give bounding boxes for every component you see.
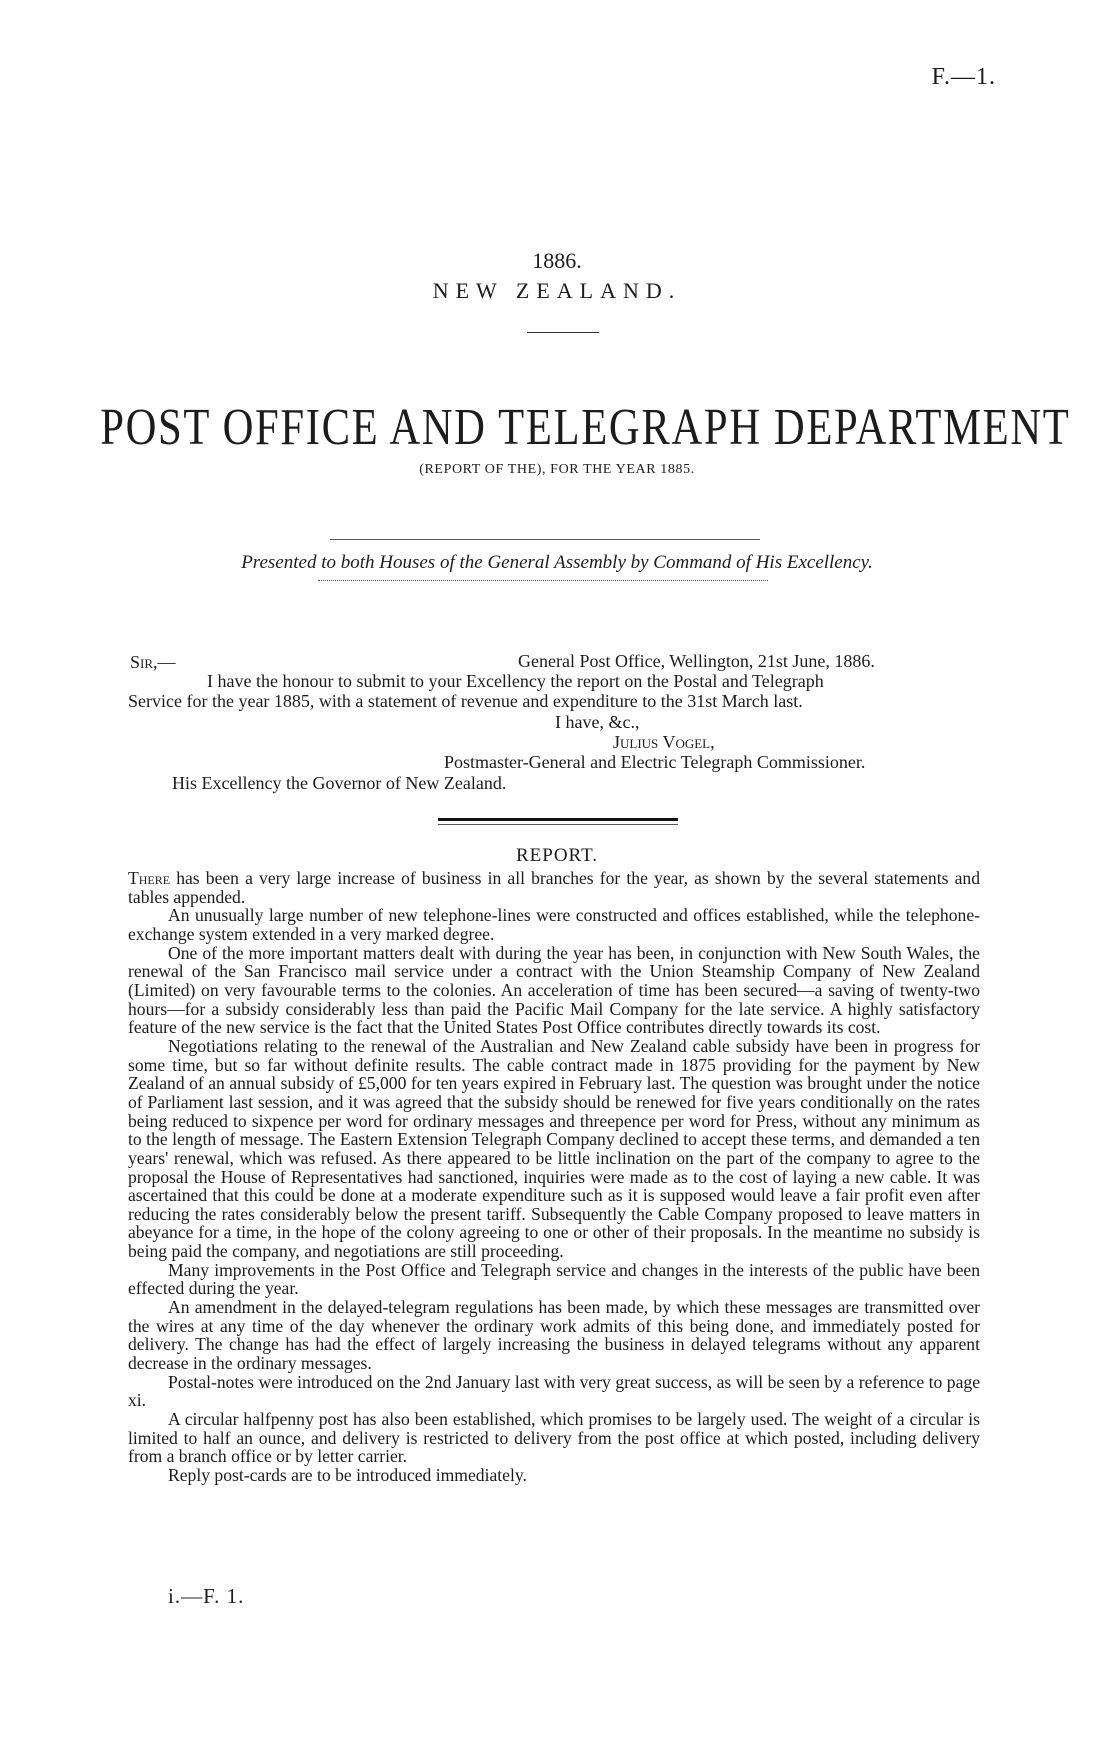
year-heading: 1886. (532, 248, 582, 273)
report-paragraph: Postal-notes were introduced on the 2nd January last with very great success, as will be seen by a reference to page xi. (128, 1371, 980, 1411)
divider-thick-underline (438, 824, 678, 825)
report-paragraph: Negotiations relating to the renewal of the Australian and New Zealand cable subsidy have been in progress for some time, but so far without definite results. The cable contract made in 1875 providing for the payment by New Zealand of an annual subsidy of £5,000 for ten years expired in February last. The question was brought under the notice of Parliament last session, and it was agreed that the subsidy should be renewed for five years conditionally on the rates being reduced to sixpence per word for ordinary messages and threepence per word for Press, without any minimum as to the length of message. The Eastern Extension Telegraph Company declined to accept these terms, and demanded a ten years' renewal, which was refused. As there appeared to be little inclination on the part of the company to agree to the proposal the House of Representatives had sanctioned, inquiries were made as to the cost of laying a new cable. It was ascertained that this could be done at a moderate expenditure such as it is supposed would leave a fair profit even after reducing the rates considerably below the present tariff. Subsequently the Cable Company proposed to leave matters in abeyance for a time, in the hope of the colony agreeing to one or other of their proposals. In the meantime no subsidy is being paid the company, and negotiations are still proceeding. (128, 1035, 980, 1262)
divider-short (527, 332, 599, 333)
letter-addressee: His Excellency the Governor of New Zealand. (172, 773, 507, 793)
letter-body-line-2: Service for the year 1885, with a statement of revenue and expenditure to the 31st March last. (128, 691, 803, 711)
report-paragraph (128, 869, 980, 906)
letter-address-date: General Post Office, Wellington, 21st June, 1886. (518, 651, 875, 671)
letter-body-line-1: I have the honour to submit to your Excellency the report on the Postal and Telegraph (207, 671, 824, 691)
letter-signature-title: Postmaster-General and Electric Telegraph Commissioner. (444, 752, 866, 772)
report-paragraph: Reply post-cards are to be introduced immediately. (168, 1465, 527, 1485)
divider-top-presented (330, 539, 760, 540)
report-paragraph: An unusually large number of new telephone-lines were constructed and offices established, while the telephone-exchange system extended in a very marked degree. (128, 905, 980, 944)
report-paragraph: One of the more important matters dealt with during the year has been, in conjunction with New South Wales, the renewal of the San Francisco mail service under a contract with the Union Steamship Company of New Zealand (Limited) on very favourable terms to the colonies. An acceleration of time has been secured—a saving of twenty-two hours—for a subsidy considerably less than paid the Pacific Mail Company for the late service. A highly satisfactory feature of the new service is the fact that the United States Post Office contributes directly towards its cost. (128, 942, 980, 1038)
report-paragraph: An amendment in the delayed-telegram regulations has been made, by which these messages are transmitted over the wires at any time of the day whenever the ordinary work admits of this being done, and immediately posted for delivery. The change has had the effect of largely increasing the business in delayed telegrams without any apparent decrease in the ordinary messages. (128, 1297, 980, 1374)
letter-salutation: Sir,— (130, 652, 176, 672)
page-reference: i.—F. 1. (168, 1584, 245, 1608)
letter-signature: Julius Vogel, (613, 732, 715, 752)
report-paragraph: Many improvements in the Post Office and Telegraph service and changes in the interests of the public have been effected during the year. (128, 1259, 980, 1299)
report-lead-word: There (128, 868, 171, 888)
document-number: F.—1. (931, 64, 996, 90)
report-paragraph-text: has been a very large increase of business in all branches for the year, as shown by the several statements and tables appended. (128, 868, 980, 907)
letter-closing: I have, &c., (555, 712, 640, 732)
divider-bottom-presented (318, 580, 768, 581)
divider-thick (438, 818, 678, 821)
country-heading: NEW ZEALAND. (432, 278, 682, 303)
report-paragraph: A circular halfpenny post has also been established, which promises to be largely used. The weight of a circular is limited to half an ounce, and delivery is restricted to delivery from the post office at which posted, including delivery from a branch office or by letter carrier. (128, 1409, 980, 1467)
report-heading: REPORT. (515, 845, 599, 866)
page-subtitle: (REPORT OF THE), FOR THE YEAR 1885. (419, 462, 695, 477)
page-title: POST OFFICE AND TELEGRAPH DEPARTMENT (100, 399, 1071, 456)
presented-line: Presented to both Houses of the General Assembly by Command of His Excellency. (241, 552, 873, 573)
report-body (128, 869, 980, 1485)
